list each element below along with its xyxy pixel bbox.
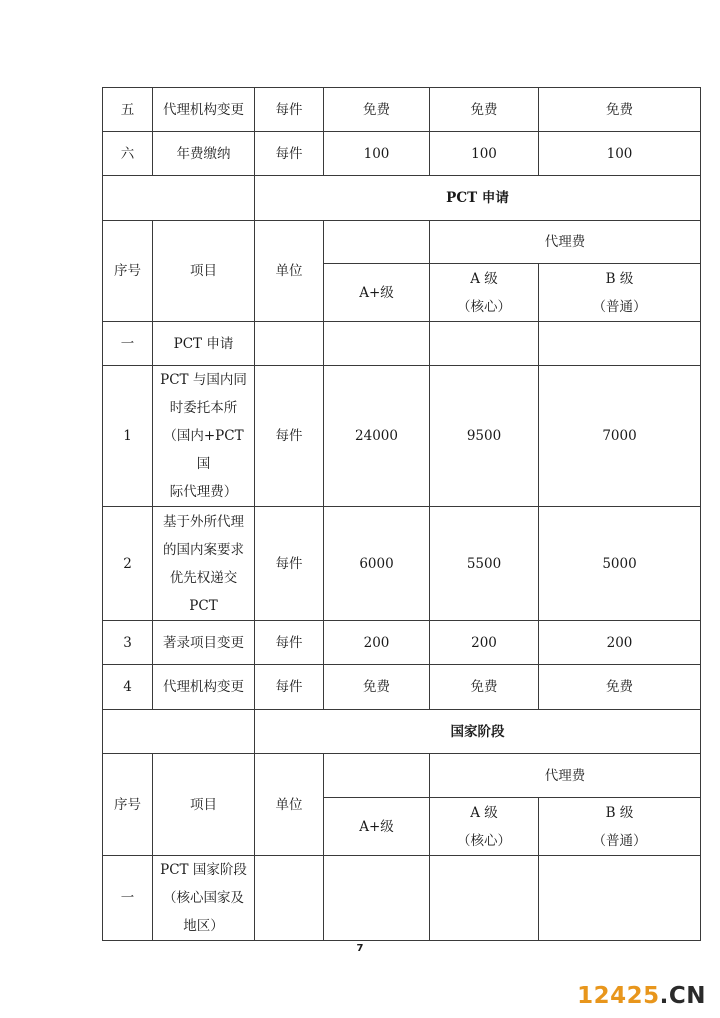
header-fee: 代理费 xyxy=(430,754,701,798)
cell-fee-a xyxy=(430,856,539,941)
table-row xyxy=(103,366,701,507)
item-line: PCT xyxy=(189,597,218,614)
header-item: 项目 xyxy=(153,754,255,856)
table-row xyxy=(103,621,701,665)
cell-item xyxy=(153,366,255,507)
cell-item: 著录项目变更 xyxy=(153,621,255,665)
cell-fee-a-plus: 200 xyxy=(324,621,430,665)
cell-fee-b: 免费 xyxy=(539,665,701,710)
cell-fee-a: 5500 xyxy=(430,507,539,621)
cell-item: 代理机构变更 xyxy=(153,88,255,132)
section-row-national xyxy=(103,710,701,754)
site-watermark-logo xyxy=(577,983,706,1009)
header-fee-blank xyxy=(324,754,430,798)
cell-unit: 每件 xyxy=(255,132,324,176)
header-a-note: （核心） xyxy=(457,298,511,315)
cell-item: 代理机构变更 xyxy=(153,665,255,710)
cell-no: 4 xyxy=(103,665,153,710)
cell-fee-a-plus: 免费 xyxy=(324,665,430,710)
header-row-national xyxy=(103,754,701,798)
header-fee-blank xyxy=(324,221,430,264)
cell-fee-a-plus: 24000 xyxy=(324,366,430,507)
header-fee: 代理费 xyxy=(430,221,701,264)
section-row-pct xyxy=(103,176,701,221)
group-row-national xyxy=(103,856,701,941)
cell-fee-b: 200 xyxy=(539,621,701,665)
header-b-note: （普通） xyxy=(592,832,647,849)
section-title-pct: PCT 申请 xyxy=(255,176,701,221)
cell-fee-a: 200 xyxy=(430,621,539,665)
header-a-note: （核心） xyxy=(457,832,511,849)
cell-no: 六 xyxy=(103,132,153,176)
item-line: 际代理费） xyxy=(169,484,238,500)
item-line: 地区） xyxy=(183,918,224,934)
header-b-grade: B 级 xyxy=(605,804,634,821)
group-row-pct xyxy=(103,322,701,366)
cell-fee-a-plus: 6000 xyxy=(324,507,430,621)
header-item: 项目 xyxy=(153,221,255,322)
cell-fee-b xyxy=(539,856,701,941)
item-line: 时委托本所 xyxy=(169,400,238,416)
item-line: 的国内案要求 xyxy=(163,541,244,558)
header-a-plus: A+级 xyxy=(324,798,430,856)
cell-item xyxy=(153,856,255,941)
header-b xyxy=(539,798,701,856)
table-row xyxy=(103,665,701,710)
cell-no: 1 xyxy=(103,366,153,507)
table-row-five xyxy=(103,88,701,132)
cell-fee-a-plus xyxy=(324,322,430,366)
cell-unit: 每件 xyxy=(255,621,324,665)
watermark-dot: . xyxy=(659,983,669,1009)
table-row-six xyxy=(103,132,701,176)
header-no: 序号 xyxy=(103,221,153,322)
header-a xyxy=(430,264,539,322)
item-line: （国内+PCT 国 xyxy=(163,428,244,472)
section-blank-cell xyxy=(103,176,255,221)
item-line: PCT 国家阶段 xyxy=(160,862,247,878)
cell-fee-b xyxy=(539,322,701,366)
cell-fee-a-plus: 100 xyxy=(324,132,430,176)
page-number: 7 xyxy=(356,943,364,954)
header-a-grade: A 级 xyxy=(470,270,498,287)
cell-no: 一 xyxy=(103,856,153,941)
header-b-note: （普通） xyxy=(592,298,647,315)
header-a xyxy=(430,798,539,856)
section-title-national: 国家阶段 xyxy=(255,710,701,754)
cell-fee-b: 免费 xyxy=(539,88,701,132)
cell-item: PCT 申请 xyxy=(153,322,255,366)
cell-fee-a xyxy=(430,322,539,366)
cell-unit: 每件 xyxy=(255,665,324,710)
header-unit: 单位 xyxy=(255,754,324,856)
item-line: 优先权递交 xyxy=(169,569,238,586)
cell-unit xyxy=(255,856,324,941)
item-line: （核心国家及 xyxy=(163,890,244,906)
header-b xyxy=(539,264,701,322)
header-row-pct xyxy=(103,221,701,264)
cell-unit: 每件 xyxy=(255,507,324,621)
cell-item xyxy=(153,507,255,621)
cell-fee-a-plus: 免费 xyxy=(324,88,430,132)
cell-fee-b: 100 xyxy=(539,132,701,176)
cell-fee-a: 9500 xyxy=(430,366,539,507)
cell-item: 年费缴纳 xyxy=(153,132,255,176)
cell-unit xyxy=(255,322,324,366)
fee-table xyxy=(102,87,701,941)
watermark-number: 12425 xyxy=(577,983,660,1009)
item-line: 基于外所代理 xyxy=(163,513,244,530)
cell-no: 五 xyxy=(103,88,153,132)
header-no: 序号 xyxy=(103,754,153,856)
cell-fee-b: 5000 xyxy=(539,507,701,621)
cell-no: 3 xyxy=(103,621,153,665)
header-a-plus: A+级 xyxy=(324,264,430,322)
cell-fee-a: 免费 xyxy=(430,88,539,132)
header-unit: 单位 xyxy=(255,221,324,322)
cell-fee-a: 免费 xyxy=(430,665,539,710)
cell-fee-b: 7000 xyxy=(539,366,701,507)
cell-unit: 每件 xyxy=(255,366,324,507)
cell-unit: 每件 xyxy=(255,88,324,132)
table-row xyxy=(103,507,701,621)
watermark-suffix: CN xyxy=(668,983,706,1009)
cell-fee-a: 100 xyxy=(430,132,539,176)
section-blank-cell xyxy=(103,710,255,754)
header-b-grade: B 级 xyxy=(605,270,634,287)
cell-no: 2 xyxy=(103,507,153,621)
item-line: PCT 与国内同 xyxy=(160,372,247,388)
header-a-grade: A 级 xyxy=(470,804,498,821)
cell-no: 一 xyxy=(103,322,153,366)
cell-fee-a-plus xyxy=(324,856,430,941)
